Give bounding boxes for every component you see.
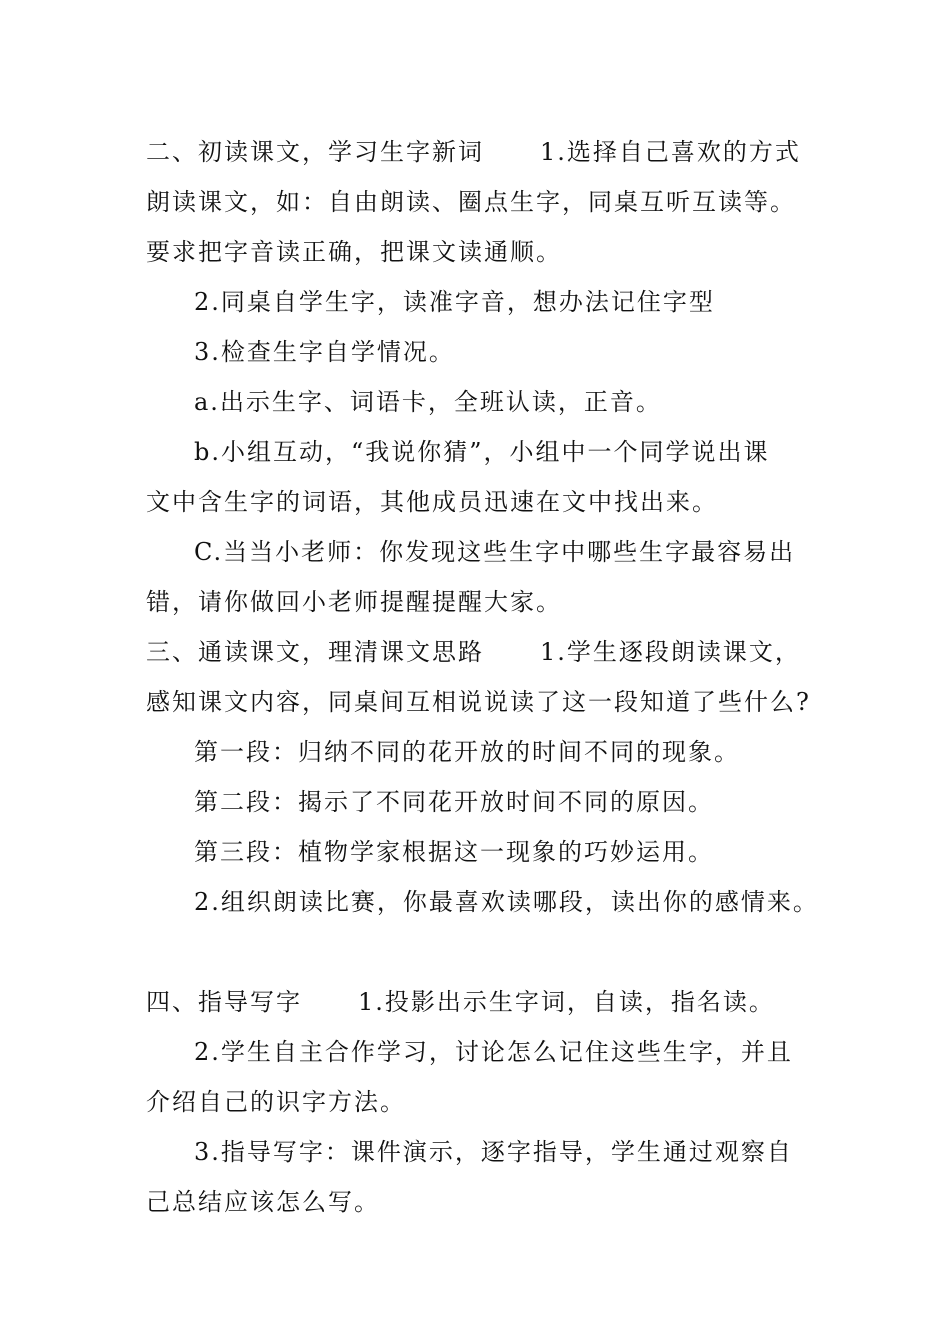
section-3-heading-line <box>146 637 801 667</box>
text-line: 错，请你做回小老师提醒提醒大家。 <box>146 588 562 616</box>
text-line: b.小组互动，“我说你猜”，小组中一个同学说出课 <box>194 438 770 466</box>
text-line: 2.同桌自学生字，读准字音，想办法记住字型 <box>194 288 715 316</box>
text-line: C.当当小老师：你发现这些生字中哪些生字最容易出 <box>194 538 796 566</box>
text-line: 感知课文内容，同桌间互相说说读了这一段知道了些什么? <box>146 688 811 716</box>
text-line: 2.学生自主合作学习，讨论怎么记住这些生字，并且 <box>194 1038 793 1066</box>
section-4-heading-line <box>146 987 775 1017</box>
text-line: 文中含生字的词语，其他成员迅速在文中找出来。 <box>146 488 718 516</box>
section-3-item-1-start: 1.学生逐段朗读课文， <box>540 638 801 666</box>
section-3-heading: 三、通读课文，理清课文思路 <box>146 638 484 666</box>
text-line: 要求把字音读正确，把课文读通顺。 <box>146 238 562 266</box>
text-line: 3.指导写字：课件演示，逐字指导，学生通过观察自 <box>194 1138 793 1166</box>
section-4-item-1: 1.投影出示生字词，自读，指名读。 <box>358 988 775 1016</box>
text-line: 己总结应该怎么写。 <box>146 1188 380 1216</box>
text-line: 3.检查生字自学情况。 <box>194 338 455 366</box>
text-line: 第三段：植物学家根据这一现象的巧妙运用。 <box>194 838 714 866</box>
section-2-heading: 二、初读课文，学习生字新词 <box>146 138 484 166</box>
text-line: 第二段：揭示了不同花开放时间不同的原因。 <box>194 788 714 816</box>
text-line: 介绍自己的识字方法。 <box>146 1088 406 1116</box>
text-line: a.出示生字、词语卡，全班认读，正音。 <box>194 388 662 416</box>
section-2-item-1-start: 1.选择自己喜欢的方式 <box>540 138 801 166</box>
text-line: 朗读课文，如：自由朗读、圈点生字，同桌互听互读等。 <box>146 188 796 216</box>
text-line: 2.组织朗读比赛，你最喜欢读哪段，读出你的感情来。 <box>194 888 819 916</box>
section-2-heading-line <box>146 137 801 167</box>
section-4-heading: 四、指导写字 <box>146 988 302 1016</box>
text-line: 第一段：归纳不同的花开放的时间不同的现象。 <box>194 738 740 766</box>
